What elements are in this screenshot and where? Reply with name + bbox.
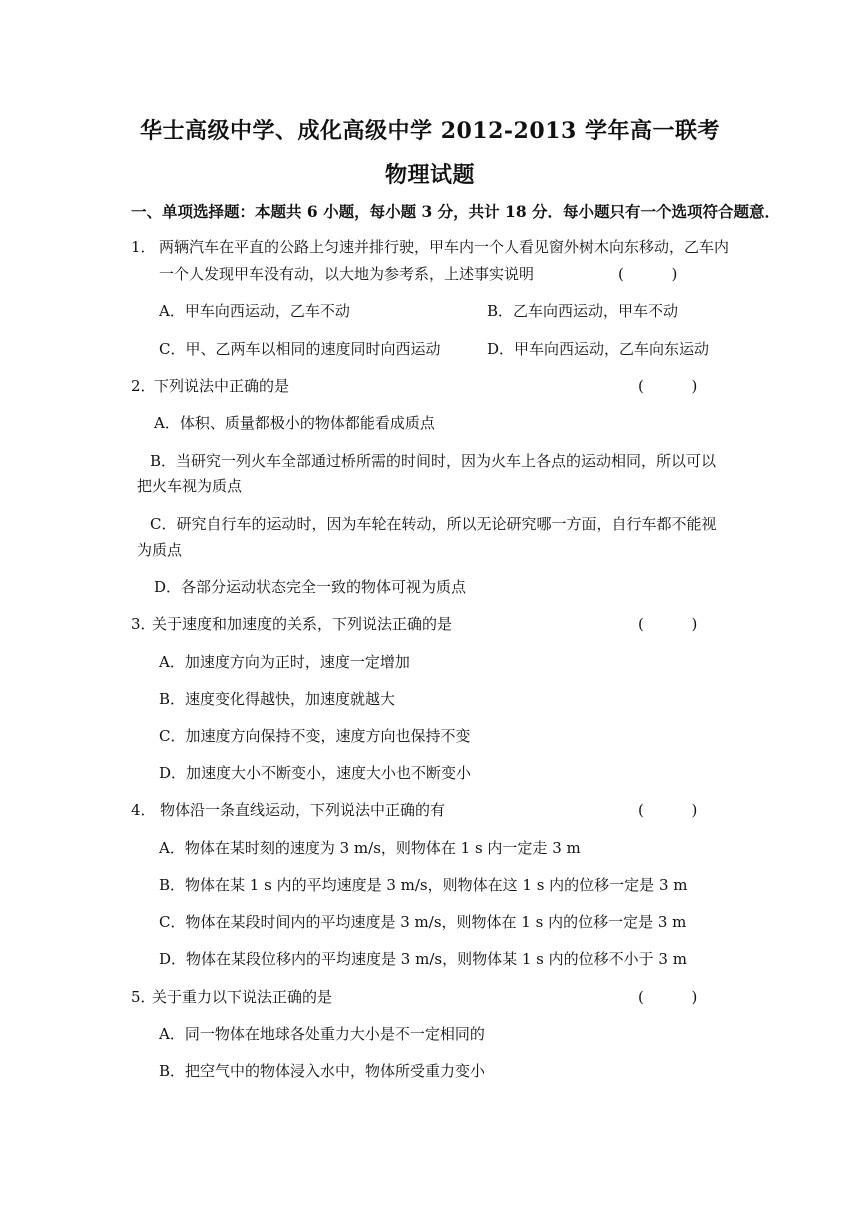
option-d: D．各部分运动状态完全一致的物体可视为质点: [154, 578, 467, 596]
option-a: A．同一物体在地球各处重力大小是不一定相同的: [159, 1025, 485, 1043]
option-d: D．加速度大小不断变小，速度大小也不断变小: [159, 764, 472, 782]
option-c: C．物体在某段时间内的平均速度是 3 m/s，则物体在 1 s 内的位移一定是 3 m: [159, 913, 687, 931]
answer-blank: ( ): [638, 988, 698, 1006]
question-number: 5．: [131, 988, 156, 1006]
option-a: A．体积、质量都极小的物体都能看成质点: [154, 414, 435, 432]
question-number: 3．: [131, 615, 156, 633]
question-number: 2．: [131, 377, 156, 395]
option-b: B．当研究一列火车全部通过桥所需的时间时，因为火车上各点的运动相同，所以可以: [150, 452, 717, 470]
option-b: B．物体在某 1 s 内的平均速度是 3 m/s，则物体在这 1 s 内的位移一定是 3 m: [159, 876, 688, 894]
section-heading: 一、单项选择题：本题共 6 小题，每小题 3 分，共计 18 分．每小题只有一个选项符合题意．: [131, 202, 781, 221]
answer-blank: ( ): [638, 801, 698, 819]
option-c: C．甲、乙两车以相同的速度同时向西运动: [159, 340, 441, 358]
exam-subtitle: 物理试题: [384, 162, 475, 188]
option-c: C．加速度方向保持不变，速度方向也保持不变: [159, 727, 471, 745]
option-a: A．加速度方向为正时，速度一定增加: [159, 653, 410, 671]
question-stem-line: 一个人发现甲车没有动，以大地为参考系，上述事实说明: [159, 265, 535, 283]
option-b: B．乙车向西运动，甲车不动: [487, 302, 679, 320]
option-c: C．研究自行车的运动时，因为车轮在转动，所以无论研究哪一方面，自行车都不能视: [150, 515, 717, 533]
option-b: B．把空气中的物体浸入水中，物体所受重力变小: [159, 1062, 486, 1080]
option-b: B．速度变化得越快，加速度就越大: [159, 690, 396, 708]
option-d: D．甲车向西运动，乙车向东运动: [487, 340, 710, 358]
option-a: A．甲车向西运动，乙车不动: [159, 302, 350, 320]
question-stem-line: 下列说法中正确的是: [154, 377, 290, 395]
option-c-continued: 为质点: [137, 541, 183, 559]
question-stem-line: 关于重力以下说法正确的是: [152, 988, 333, 1006]
question-stem-line: 物体沿一条直线运动，下列说法中正确的有: [160, 801, 446, 819]
answer-blank: ( ): [638, 377, 698, 395]
exam-title: 华士高级中学、成化高级中学 2012-2013 学年高一联考: [140, 118, 720, 144]
option-d: D．物体在某段位移内的平均速度是 3 m/s，则物体某 1 s 内的位移不小于 3 m: [159, 950, 687, 968]
question-stem-line: 关于速度和加速度的关系，下列说法正确的是: [152, 615, 453, 633]
answer-blank: ( ): [618, 265, 678, 283]
question-number: 1．: [131, 238, 156, 256]
question-number: 4．: [131, 801, 156, 819]
option-a: A．物体在某时刻的速度为 3 m/s，则物体在 1 s 内一定走 3 m: [159, 839, 581, 857]
option-b-continued: 把火车视为质点: [137, 477, 243, 495]
question-stem-line: 两辆汽车在平直的公路上匀速并排行驶，甲车内一个人看见窗外树木向东移动，乙车内: [159, 238, 730, 256]
answer-blank: ( ): [638, 615, 698, 633]
